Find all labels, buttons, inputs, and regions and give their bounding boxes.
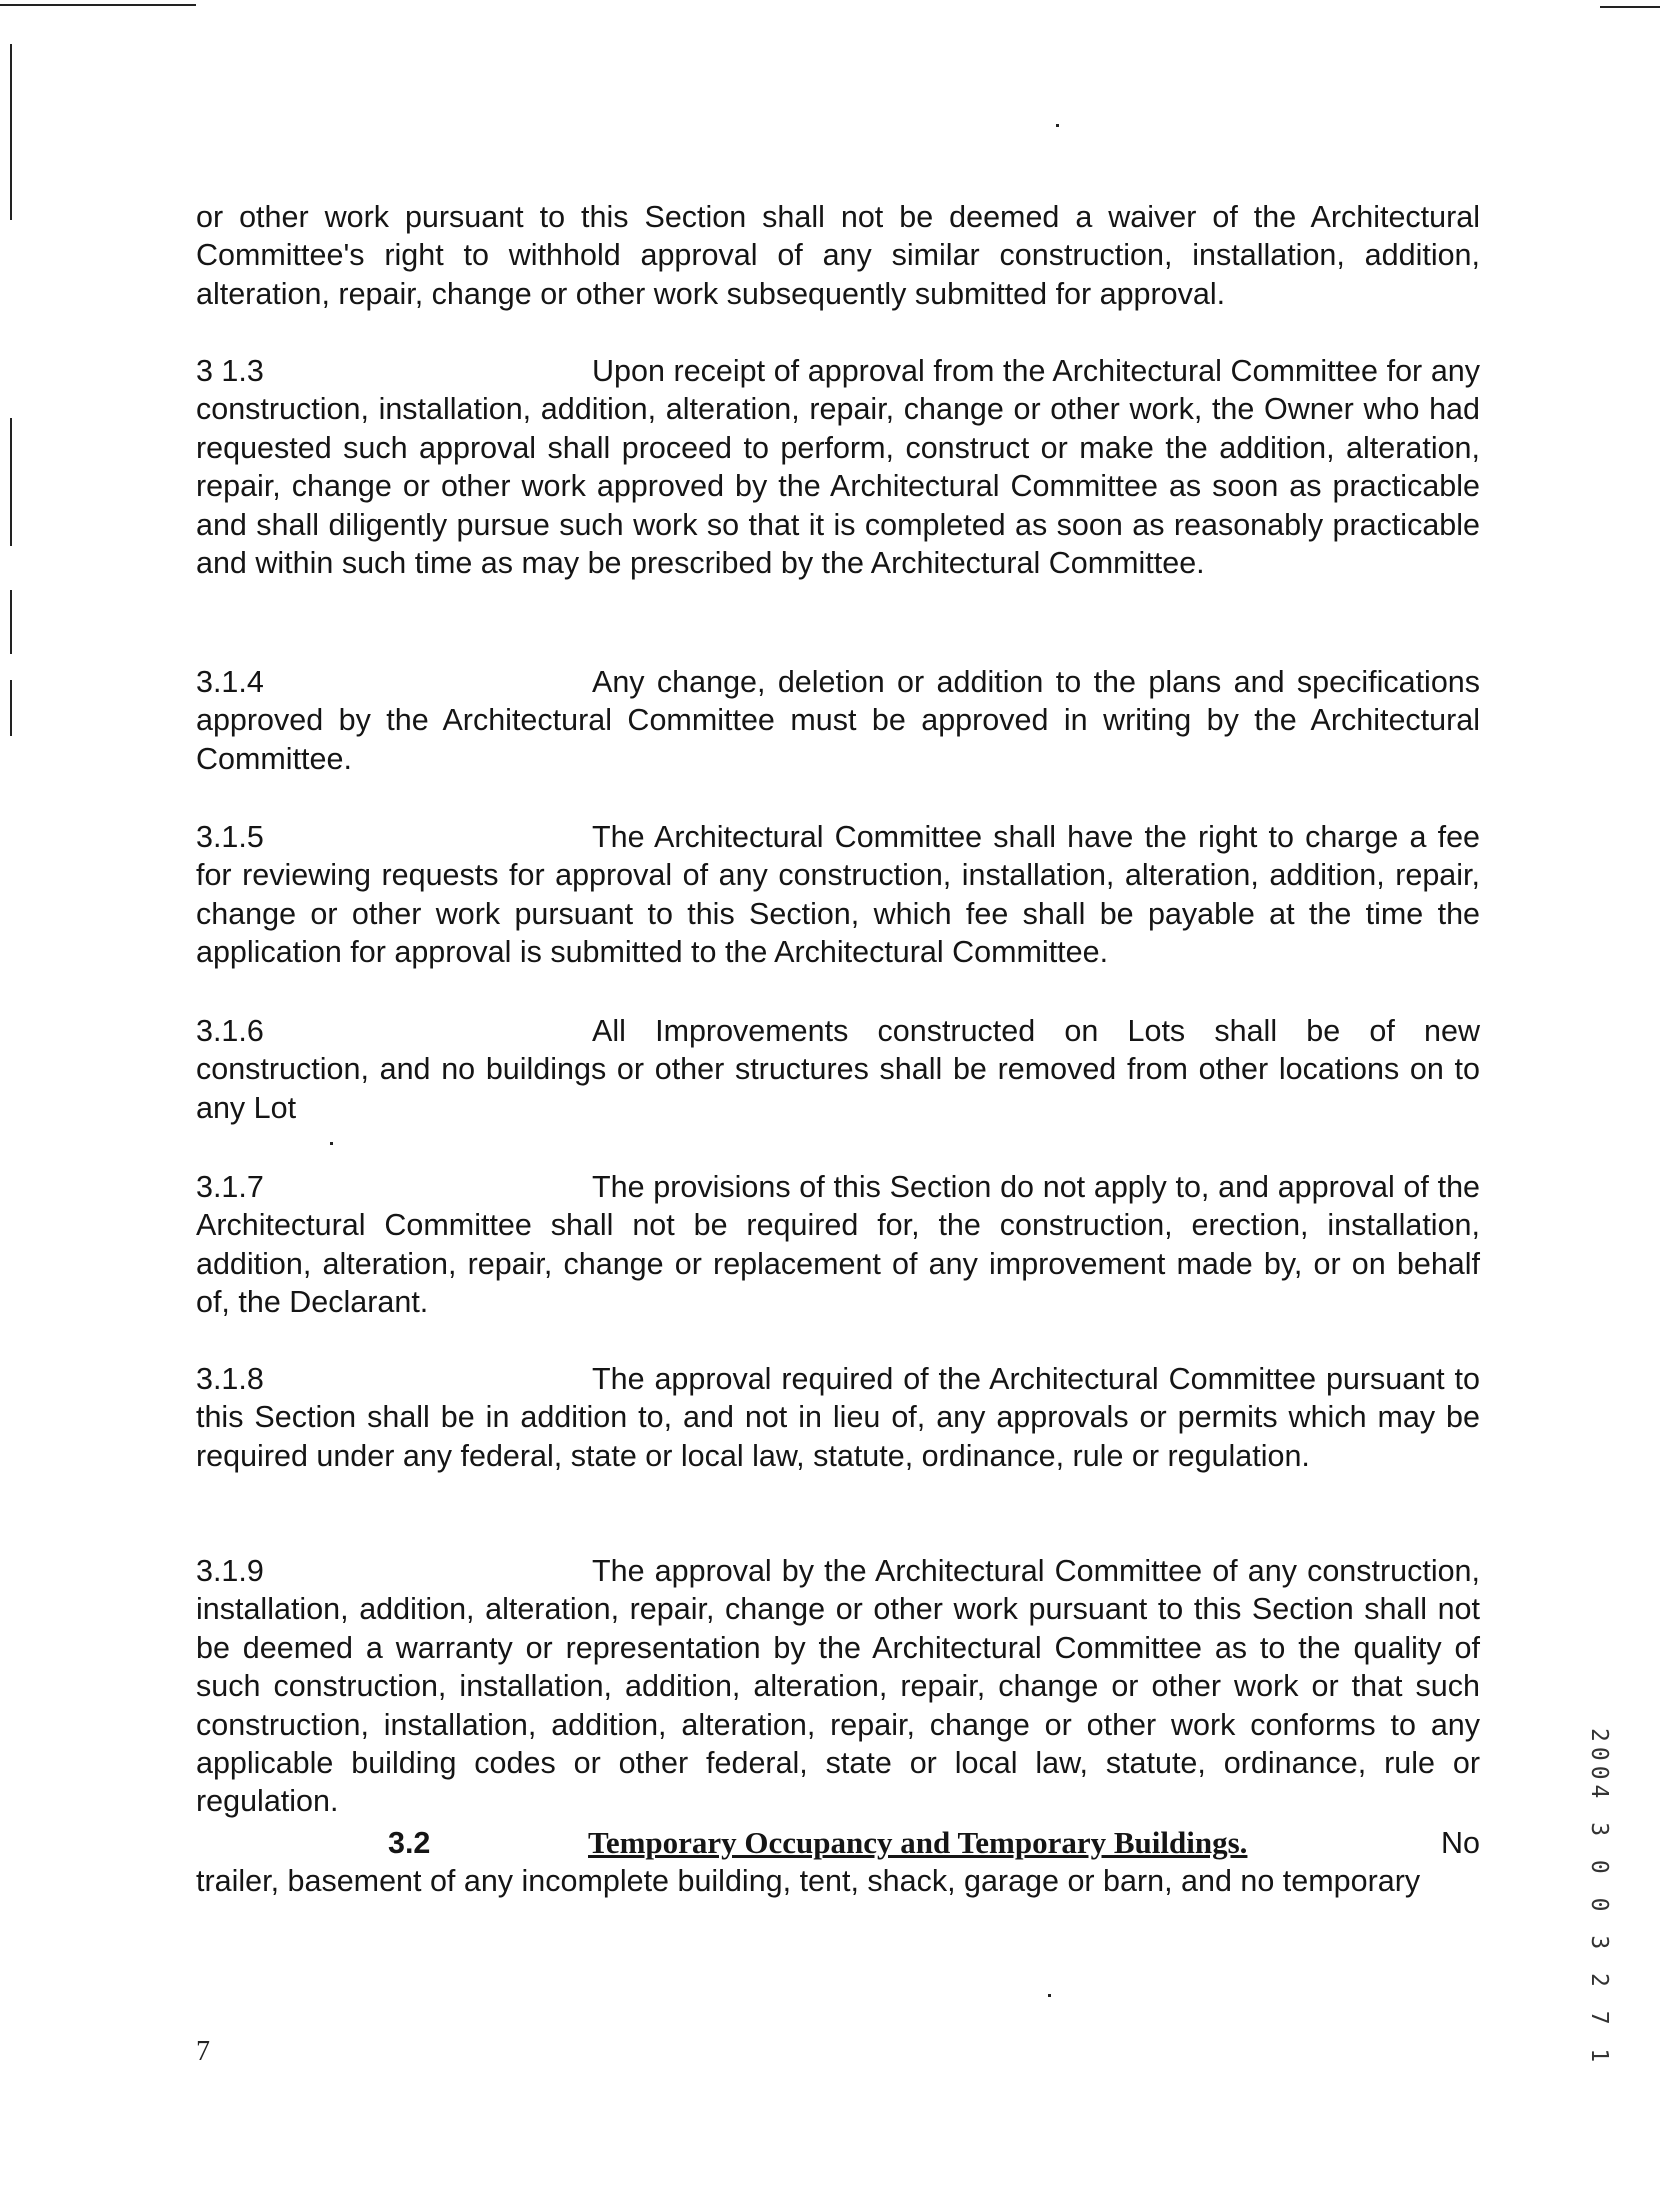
paragraph-3-1-3: [196, 352, 1480, 582]
scan-dot-1: [1056, 124, 1059, 127]
paragraph-number: 3.1.7: [196, 1170, 264, 1204]
paragraph-number: 3.1.6: [196, 1014, 264, 1048]
paragraph-text: Any change, deletion or addition to the plans and specifications approved by the Architectural Committee must be approved in writing by the Architectural Committee.: [196, 665, 1480, 776]
paragraph-number: 3.1.5: [196, 820, 264, 854]
scan-edge-line-left-2: [10, 418, 12, 546]
paragraph-text: The approval by the Architectural Committee of any construction, installation, addition, alteration, repair, change or other work pursuant to this Section shall not be deemed a warranty or representation by the Architectural Committee as to the quality of such construction, installation, addition, alteration, repair, change or other work or that such construction, installation, addition, alteration, repair, change or other work conforms to any applicable building codes or other federal, state or local law, statute, ordinance, rule or regulation.: [196, 1554, 1480, 1819]
paragraph-number: 3.1.9: [196, 1554, 264, 1588]
page-number: 7: [196, 2036, 210, 2067]
paragraph-continuation: [196, 198, 1480, 313]
section-3-2-heading: [196, 1824, 1480, 1864]
scan-dot-3: [1048, 1994, 1051, 1997]
paragraph-text: or other work pursuant to this Section shall not be deemed a waiver of the Architectural Committee's right to withhold approval of any similar construction, installation, addition, alteration, repair, change or other work subsequently submitted for approval.: [196, 200, 1480, 311]
paragraph-3-1-7: [196, 1168, 1480, 1322]
paragraph-3-1-9: [196, 1552, 1480, 1821]
section-3-2-text: trailer, basement of any incomplete building, tent, shack, garage or barn, and no temporary: [196, 1864, 1421, 1898]
paragraph-text: Upon receipt of approval from the Architectural Committee for any construction, installation, addition, alteration, repair, change or other work, the Owner who had requested such approval shall proceed to perform, construct or make the addition, alteration, repair, change or other work approved by the Architectural Committee as soon as practicable and shall diligently pursue such work so that it is completed as soon as reasonably practicable and within such time as may be prescribed by the Architectural Committee.: [196, 354, 1480, 581]
recording-number-stamp: 2004 3 0 0 3 2 7 1: [1586, 1728, 1612, 2068]
section-lead-word: No: [1441, 1826, 1480, 1860]
section-number: 3.2: [388, 1826, 431, 1860]
paragraph-number: 3.1.8: [196, 1362, 264, 1396]
paragraph-3-1-5: [196, 818, 1480, 972]
paragraph-text: The approval required of the Architectural Committee pursuant to this Section shall be in addition to, and not in lieu of, any approvals or permits which may be required under any federal, state or local law, statute, ordinance, rule or regulation.: [196, 1362, 1480, 1473]
section-title: Temporary Occupancy and Temporary Buildings.: [588, 1825, 1248, 1860]
paragraph-3-1-6: [196, 1012, 1480, 1127]
scan-edge-line-left-4: [10, 680, 12, 736]
scan-edge-line-left-1: [10, 44, 12, 220]
paragraph-text: The provisions of this Section do not apply to, and approval of the Architectural Committee shall not be required for, the construction, erection, installation, addition, alteration, repair, change or replacement of any improvement made by, or on behalf of, the Declarant.: [196, 1170, 1480, 1320]
paragraph-text: All Improvements constructed on Lots shall be of new construction, and no buildings or other structures shall be removed from other locations on to any Lot: [196, 1014, 1480, 1125]
paragraph-text: The Architectural Committee shall have the right to charge a fee for reviewing requests for approval of any construction, installation, alteration, addition, repair, change or other work pursuant to this Section, which fee shall be payable at the time the application for approval is submitted to the Architectural Committee.: [196, 820, 1480, 970]
paragraph-3-1-4: [196, 663, 1480, 778]
paragraph-number: 3.1.4: [196, 665, 264, 699]
scan-dot-2: [330, 1142, 333, 1145]
paragraph-number: 3 1.3: [196, 354, 264, 388]
scan-edge-line-left-3: [10, 590, 12, 654]
scan-edge-line-top-right: [1600, 6, 1660, 8]
scan-edge-line-top: [0, 4, 196, 6]
paragraph-3-1-8: [196, 1360, 1480, 1475]
